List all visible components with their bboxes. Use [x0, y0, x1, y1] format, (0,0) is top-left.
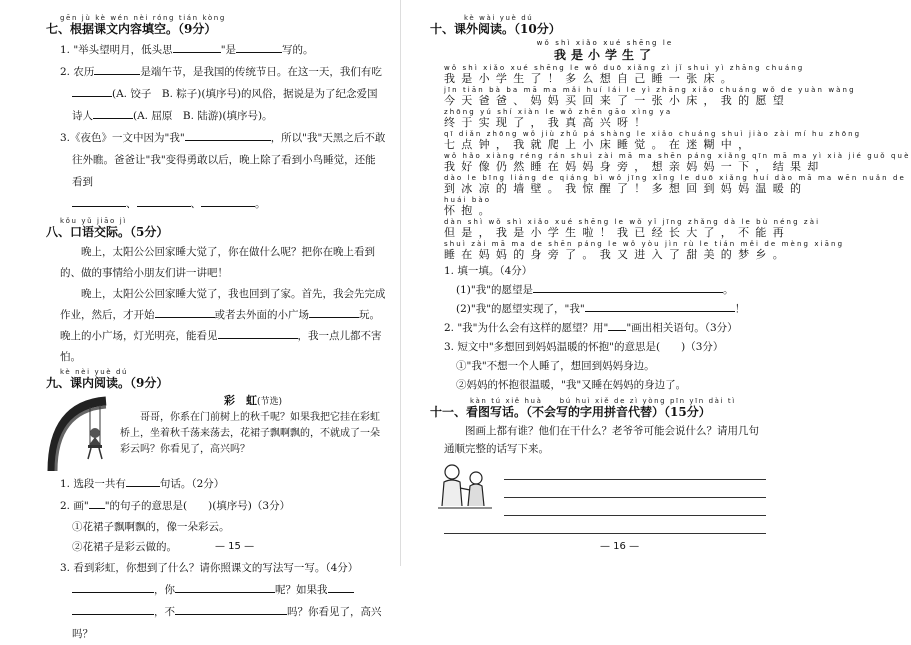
story-line: [444, 174, 906, 195]
s9-q2: 2. 画" "的句子的意思是( )(填序号)（3分）: [46, 495, 386, 517]
blank[interactable]: [585, 300, 735, 312]
story-line-text: 睡在妈妈的身旁了。我又进入了甜美的梦乡。: [444, 248, 790, 261]
section8-pinyin: kǒu yǔ jiāo jì: [60, 217, 127, 225]
story-line-text: 我好像仍然睡在妈妈身旁，想亲妈妈一下，结果却: [444, 160, 825, 173]
s7-q1: 1. "举头望明月，低头思 "是 写的。: [46, 39, 386, 61]
writing-area: [430, 462, 766, 516]
story-line-pinyin: huái bào: [444, 196, 492, 204]
s9-q3-line1: ，你 呢？如果我: [46, 579, 386, 601]
page-number-left: — 15 —: [215, 541, 255, 552]
s9-q1: 1. 选段一共有 句话。（2分）: [46, 473, 386, 495]
story-line: [444, 240, 845, 261]
story-line-pinyin: jīn tiān bà ba mā ma mǎi huí lái le yì zhāng xiǎo chuáng wǒ de yuàn wàng: [444, 86, 856, 94]
left-page: [0, 0, 400, 640]
s10-q3-option2: ②妈妈的怀抱很温暖，"我"又睡在妈妈的身边了。: [456, 379, 687, 391]
rainbow-text-block: [120, 393, 386, 458]
s7-q3-line3: 、 、 。: [46, 193, 386, 215]
section10-title: 十、课外阅读。（10分）: [430, 22, 561, 36]
s9-q2-option1: ①花裙子飘啊飘的，像一朵彩云。: [72, 521, 230, 533]
story-line: [444, 130, 862, 151]
rainbow-excerpt: [46, 393, 386, 473]
wavy-line-sample: [89, 497, 105, 509]
story-line-pinyin: wǒ shì xiǎo xué shēng le wǒ duō xiǎng zì jǐ shuì yì zhāng chuáng: [444, 64, 805, 72]
blank[interactable]: [309, 306, 359, 318]
story-line-text: 怀抱。: [444, 204, 496, 217]
story-line: [444, 86, 856, 107]
blank[interactable]: [137, 195, 191, 207]
writing-line[interactable]: [504, 498, 766, 516]
s10-q1: 1. 填一填。（4分）: [444, 265, 533, 277]
s9-q3: 3. 看到彩虹，你想到了什么？请你照课文的写法写一写。（4分）: [60, 562, 359, 574]
story-line: [444, 108, 766, 129]
s10-q2: 2. "我"为什么会有这样的愿望？用" "画出相关语句。（3分）: [430, 319, 766, 338]
story-line-text: 今天爸爸、妈妈买回来了一张小床，我的愿望: [444, 94, 790, 107]
blank[interactable]: [328, 581, 354, 593]
blank[interactable]: [72, 85, 112, 97]
s10-q1a: (1)"我"的愿望是 。: [430, 281, 766, 300]
story-line-text: 七点钟，我就爬上小床睡觉。在迷糊中，: [444, 138, 756, 151]
s7-q2-line2: (A. 饺子 B. 粽子)(填序号)的风俗，据说是为了纪念爱国: [46, 83, 386, 105]
story: [430, 39, 911, 261]
blank[interactable]: [94, 63, 140, 75]
section9-title: 九、课内阅读。（9分）: [46, 376, 169, 390]
section11-pinyin: kàn tú xiě huà bú huì xiě de zì yòng pīn yīn dài tì: [470, 397, 736, 405]
s7-q2: 2. 农历 是端午节，是我国的传统节日。在这一天，我们有吃: [46, 61, 386, 83]
blank[interactable]: [126, 475, 160, 487]
section8-title: 八、口语交际。（5分）: [46, 225, 169, 239]
blank[interactable]: [175, 581, 275, 593]
blank[interactable]: [72, 195, 126, 207]
section9-pinyin: kè nèi yuè dú: [60, 368, 129, 376]
story-line: [444, 196, 766, 217]
story-line-pinyin: qī diǎn zhōng wǒ jiù zhǔ pá shàng le xiǎo chuáng shuì jiào zài mí hu zhōng: [444, 130, 862, 138]
rainbow-title: 彩 虹(节选): [223, 394, 283, 407]
story-body: [444, 64, 911, 261]
s7-q3: 3.《夜色》一文中因为"我" ，所以"我"天黑之后不敢: [46, 127, 386, 149]
s7-q3-line2: 往外瞧。爸爸让"我"变得勇敢以后，晚上除了看到小鸟睡觉，还能看到: [72, 154, 376, 188]
s10-q1b: (2)"我"的愿望实现了，"我" ！: [430, 300, 766, 319]
story-title-pinyin: wǒ shì xiǎo xué shēng le: [536, 39, 674, 47]
right-page: [400, 0, 911, 566]
s9-q3-line2: ，不 吗？你看见了，高兴吗？: [46, 601, 386, 645]
s7-q2-line3: 诗人 (A. 屈原 B. 陆游)(填序号)。: [46, 105, 386, 127]
blank[interactable]: [72, 581, 154, 593]
blank[interactable]: [185, 129, 271, 141]
story-line-pinyin: zhōng yú shí xiàn le wǒ zhēn gāo xìng ya: [444, 108, 673, 116]
story-line: [444, 64, 805, 85]
blank[interactable]: [175, 603, 287, 615]
blank[interactable]: [72, 603, 154, 615]
grandpa-child-illustration: [434, 462, 496, 510]
section11-title: 十一、看图写话。（不会写的字用拼音代替）（15分）: [430, 405, 711, 419]
story-line-text: 终于实现了，我真高兴呀！: [444, 116, 652, 129]
blank[interactable]: [201, 195, 255, 207]
story-line-text: 我是小学生了！多么想自己睡一张床。: [444, 72, 739, 85]
s9-q2-option2: ②花裙子是彩云做的。: [72, 541, 177, 553]
writing-line[interactable]: [444, 516, 766, 534]
underline-sample: [608, 319, 626, 331]
s10-q3: 3. 短文中"多想回到妈妈温暖的怀抱"的意思是( )（3分）: [444, 341, 724, 353]
section7-title: 七、根据课文内容填空。（9分）: [46, 22, 217, 36]
section10-pinyin: kè wài yuè dú: [464, 14, 534, 22]
rainbow-swing-illustration: [46, 393, 116, 473]
writing-line[interactable]: [504, 462, 766, 480]
writing-line[interactable]: [504, 480, 766, 498]
story-line-pinyin: dào le bīng liáng de qiáng bì wǒ jīng xǐng le duō xiǎng huí dào mā ma wēn nuǎn de: [444, 174, 906, 182]
s11-prompt: 图画上都有谁？他们在干什么？老爷爷可能会说什么？请用几句通顺完整的话写下来。: [444, 425, 759, 455]
story-line-text: 但是，我是小学生啦！我已经长大了，不能再: [444, 226, 790, 239]
s8-prompt: 晚上，太阳公公回家睡大觉了，你在做什么呢？把你在晚上看到的、做的事情给小朋友们讲一讲吧！: [60, 246, 375, 279]
blank[interactable]: [93, 107, 133, 119]
story-line: [444, 152, 911, 173]
blank[interactable]: [155, 306, 215, 318]
rainbow-passage: 哥哥，你系在门前树上的秋千呢？如果我把它挂在彩虹桥上，坐着秋千荡来荡去，花裙子飘啊飘的，不就成了一朵彩云吗？你看见了，高兴吗？: [120, 412, 380, 455]
story-line-text: 到冰凉的墙壁。我惊醒了！多想回到妈妈温暖的: [444, 182, 808, 195]
section7-pinyin: gēn jù kè wén nèi róng tián kòng: [60, 14, 226, 22]
blank[interactable]: [173, 41, 221, 53]
blank[interactable]: [533, 281, 723, 293]
story-title: 我是小学生了: [553, 48, 656, 62]
story-line-pinyin: wǒ hǎo xiàng réng rán shuì zài mā ma shēn páng xiǎng qīn mā ma yì xià jié guǒ què: [444, 152, 911, 160]
story-line-pinyin: dàn shì wǒ shì xiǎo xué shēng le wǒ yǐ jīng zhǎng dà le bù néng zài: [444, 218, 821, 226]
story-line-pinyin: shuì zài mā ma de shēn páng le wǒ yòu jìn rù le tián měi de mèng xiāng: [444, 240, 845, 248]
blank[interactable]: [218, 327, 298, 339]
page-number-right: — 16 —: [600, 541, 640, 552]
blank[interactable]: [236, 41, 282, 53]
story-line: [444, 218, 821, 239]
s8-passage: 晚上，太阳公公回家睡大觉了，我也回到了家。首先，我会先完成作业，然后，才开始 或者去外面的小广场 玩。晚上的小广场，灯光明亮，能看见 ，我一点儿都不害怕。: [60, 288, 386, 363]
s10-q3-option1: ①"我"不想一个人睡了，想回到妈妈身边。: [456, 360, 655, 372]
